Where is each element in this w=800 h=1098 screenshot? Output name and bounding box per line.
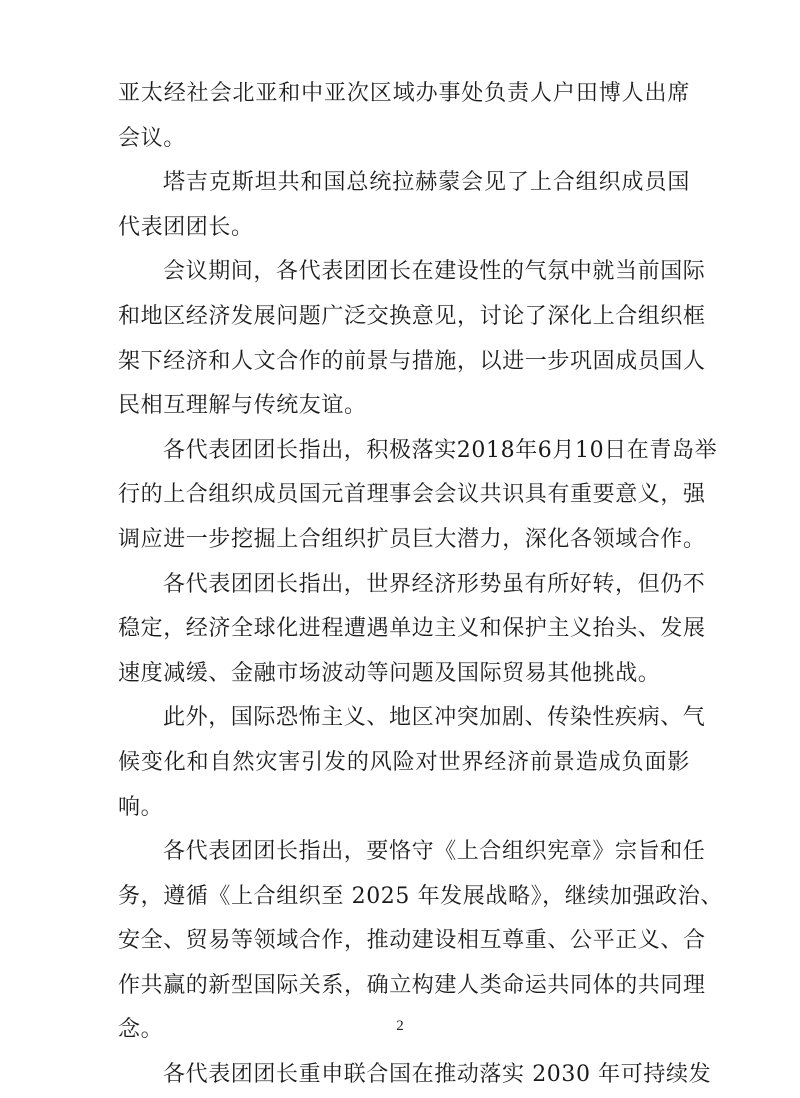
page-number: 2 bbox=[396, 1018, 404, 1034]
paragraph-4 bbox=[118, 429, 718, 563]
text-line: 各代表团团长指出，世界经济形势虽有所好转，但仍不 bbox=[163, 571, 706, 597]
text-line: 会议。 bbox=[118, 125, 186, 151]
text-line: 响。 bbox=[118, 794, 164, 820]
text-line: 会议期间，各代表团团长在建设性的气氛中就当前国际 bbox=[163, 259, 706, 285]
text-line: 塔吉克斯坦共和国总统拉赫蒙会见了上合组织成员国 bbox=[163, 170, 690, 196]
text-line: 代表团团长。 bbox=[118, 214, 254, 240]
document-body bbox=[118, 72, 723, 1098]
text-line: 作共赢的新型国际关系，确立构建人类命运共同体的共同理 bbox=[118, 972, 706, 998]
text-line: 安全、贸易等领域合作，推动建设相互尊重、公平正义、合 bbox=[118, 928, 706, 954]
paragraph-6 bbox=[118, 696, 706, 830]
text-line: 亚太经社会北亚和中亚次区域办事处负责人户田博人出席 bbox=[118, 81, 690, 106]
paragraph-5 bbox=[118, 563, 706, 697]
text-line: 各代表团团长指出，要恪守《上合组织宪章》宗旨和任 bbox=[163, 839, 706, 865]
text-line: 此外，国际恐怖主义、地区冲突加剧、传染性疾病、气 bbox=[163, 705, 706, 731]
text-line: 速度减缓、金融市场波动等问题及国际贸易其他挑战。 bbox=[118, 660, 661, 686]
text-line: 念。 bbox=[118, 1017, 164, 1043]
paragraph-1 bbox=[118, 72, 690, 161]
text-line: 各代表团团长指出，积极落实2018年6月10日在青岛举 bbox=[163, 437, 718, 463]
text-line: 民相互理解与传统友谊。 bbox=[118, 393, 367, 419]
text-line: 候变化和自然灾害引发的风险对世界经济前景造成负面影 bbox=[118, 749, 690, 775]
text-line: 务，遵循《上合组织至 2025 年发展战略》，继续加强政治、 bbox=[118, 883, 723, 909]
text-line: 行的上合组织成员国元首理事会会议共识具有重要意义，强 bbox=[118, 482, 706, 508]
paragraph-3 bbox=[118, 250, 706, 428]
text-line: 调应进一步挖掘上合组织扩员巨大潜力，深化各领域合作。 bbox=[118, 526, 706, 552]
paragraph-8 bbox=[118, 1053, 712, 1098]
text-line: 稳定，经济全球化进程遭遇单边主义和保护主义抬头、发展 bbox=[118, 616, 706, 642]
paragraph-2 bbox=[118, 161, 690, 250]
text-line: 各代表团团长重申联合国在推动落实 2030 年可持续发 bbox=[163, 1062, 712, 1088]
text-line: 架下经济和人文合作的前景与措施，以进一步巩固成员国人 bbox=[118, 348, 706, 374]
text-line: 和地区经济发展问题广泛交换意见，讨论了深化上合组织框 bbox=[118, 303, 706, 329]
